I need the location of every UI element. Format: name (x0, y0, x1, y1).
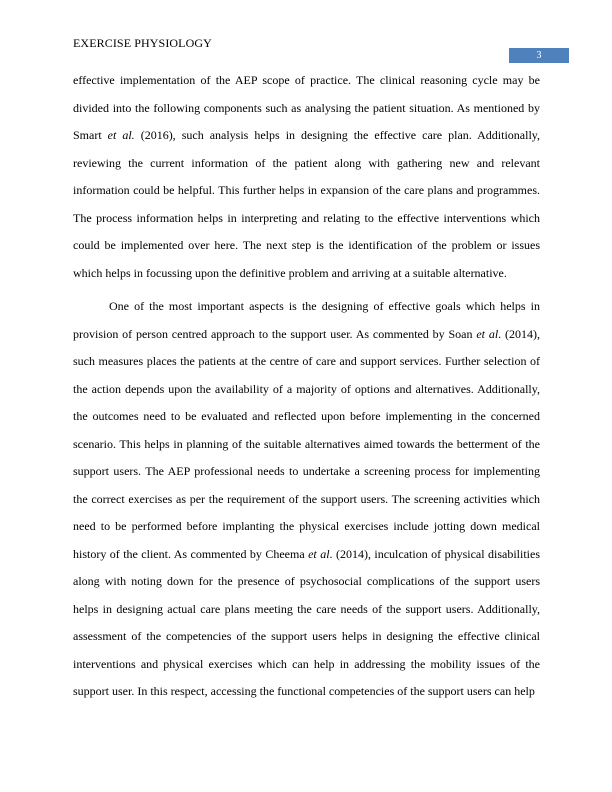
paragraph-1 (73, 67, 540, 287)
citation-et-al: et al (308, 546, 330, 561)
citation-et-al: et al (476, 326, 499, 341)
body-text (73, 67, 540, 706)
paragraph-2-text-a: One of the most important aspects is the designing of effective goals which helps in provision of person centred approach to the support user. As commented by Soan (73, 299, 540, 341)
paragraph-2-text-c: . (2014), inculcation of physical disabilities along with noting down for the presence of psychosocial complications of the support users helps in designing actual care plans meeting the care needs of the support users. Additionally, assessment of the competencies of the support users helps in designing the effective clinical interventions and physical exercises which can help in addressing the mobility issues of the support user. In this respect, accessing the functional competencies of the support users can help (73, 546, 540, 698)
paragraph-1-text-a: effective implementation of the AEP scope of practice. The clinical reasoning cycle may be divided into the following components such as analysing the patient situation. As mentioned by Smart (73, 73, 540, 142)
paragraph-2 (73, 293, 540, 706)
running-head: EXERCISE PHYSIOLOGY (73, 36, 212, 50)
paragraph-1-text-b: (2016), such analysis helps in designing the effective care plan. Additionally, reviewing the current information of the patient along with gathering new and relevant information could be helpful. This further helps in expansion of the care plans and programmes. The process information helps in interpreting and relating to the effective interventions which could be implemented over here. The next step is the identification of the problem or issues which helps in focussing upon the definitive problem and arriving at a suitable alternative. (73, 128, 540, 280)
page-number-badge: 3 (509, 48, 569, 63)
paragraph-2-text-b: . (2014), such measures places the patients at the centre of care and support services. Further selection of the action depends upon the availability of a majority of options and alternatives. Additionally, the outcomes need to be evaluated and reflected upon before implementing in the concerned scenario. This helps in planning of the suitable alternatives aimed towards the betterment of the support users. The AEP professional needs to undertake a screening process for implementing the correct exercises as per the requirement of the support users. The screening activities which need to be performed before implanting the physical exercises include jotting down medical history of the client. As commented by Cheema (73, 326, 540, 561)
citation-et-al: et al. (107, 128, 135, 142)
